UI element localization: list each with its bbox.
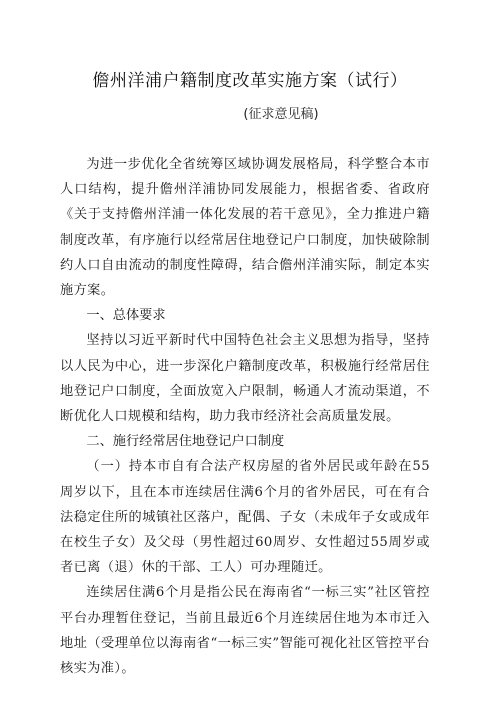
section-2-item-1-note: 连续居住满6个月是指公民在海南省“一标三实”社区管控平台办理暂住登记，当前且最近6个月连续居住地为本市迁入地址（受理单位以海南省“一标三实”智能可视化社区管控平台核实为准）。	[60, 585, 430, 677]
section-1-paragraph: 坚持以习近平新时代中国特色社会主义思想为指导，坚持以人民为中心，进一步深化户籍制度改革，积极施行经常居住地登记户口制度，全面放宽入户限制，畅通人才流动渠道，不断优化人口规模和结构，助力我市经济社会高质量发展。	[60, 333, 430, 425]
section-2-item-1: （一）持本市自有合法产权房屋的省外居民或年龄在55周岁以下，且在本市连续居住满6个月的省外居民，可在有合法稳定住所的城镇社区落户，配偶、子女（未成年子女或成年在校生子女）及父母（男性超过60周岁、女性超过55周岁或者已离（退）休的干部、工人）可办理随迁。	[60, 459, 430, 576]
section-1-heading: 一、总体要求	[86, 308, 166, 324]
document-subtitle: (征求意见稿)	[243, 107, 319, 122]
intro-paragraph: 为进一步优化全省统筹区域协调发展格局，科学整合本市人口结构，提升儋州洋浦协同发展能力，根据省委、省政府《关于支持儋州洋浦一体化发展的若干意见》，全力推进户籍制度改革，有序施行以经常居住地登记户口制度，加快破除制约人口自由流动的制度性障碍，结合儋州洋浦实际，制定本实施方案。	[60, 157, 430, 299]
section-2-heading: 二、施行经常居住地登记户口制度	[86, 434, 285, 450]
document-title: 儋州洋浦户籍制度改革实施方案（试行）	[92, 71, 408, 91]
document-body	[60, 152, 430, 681]
